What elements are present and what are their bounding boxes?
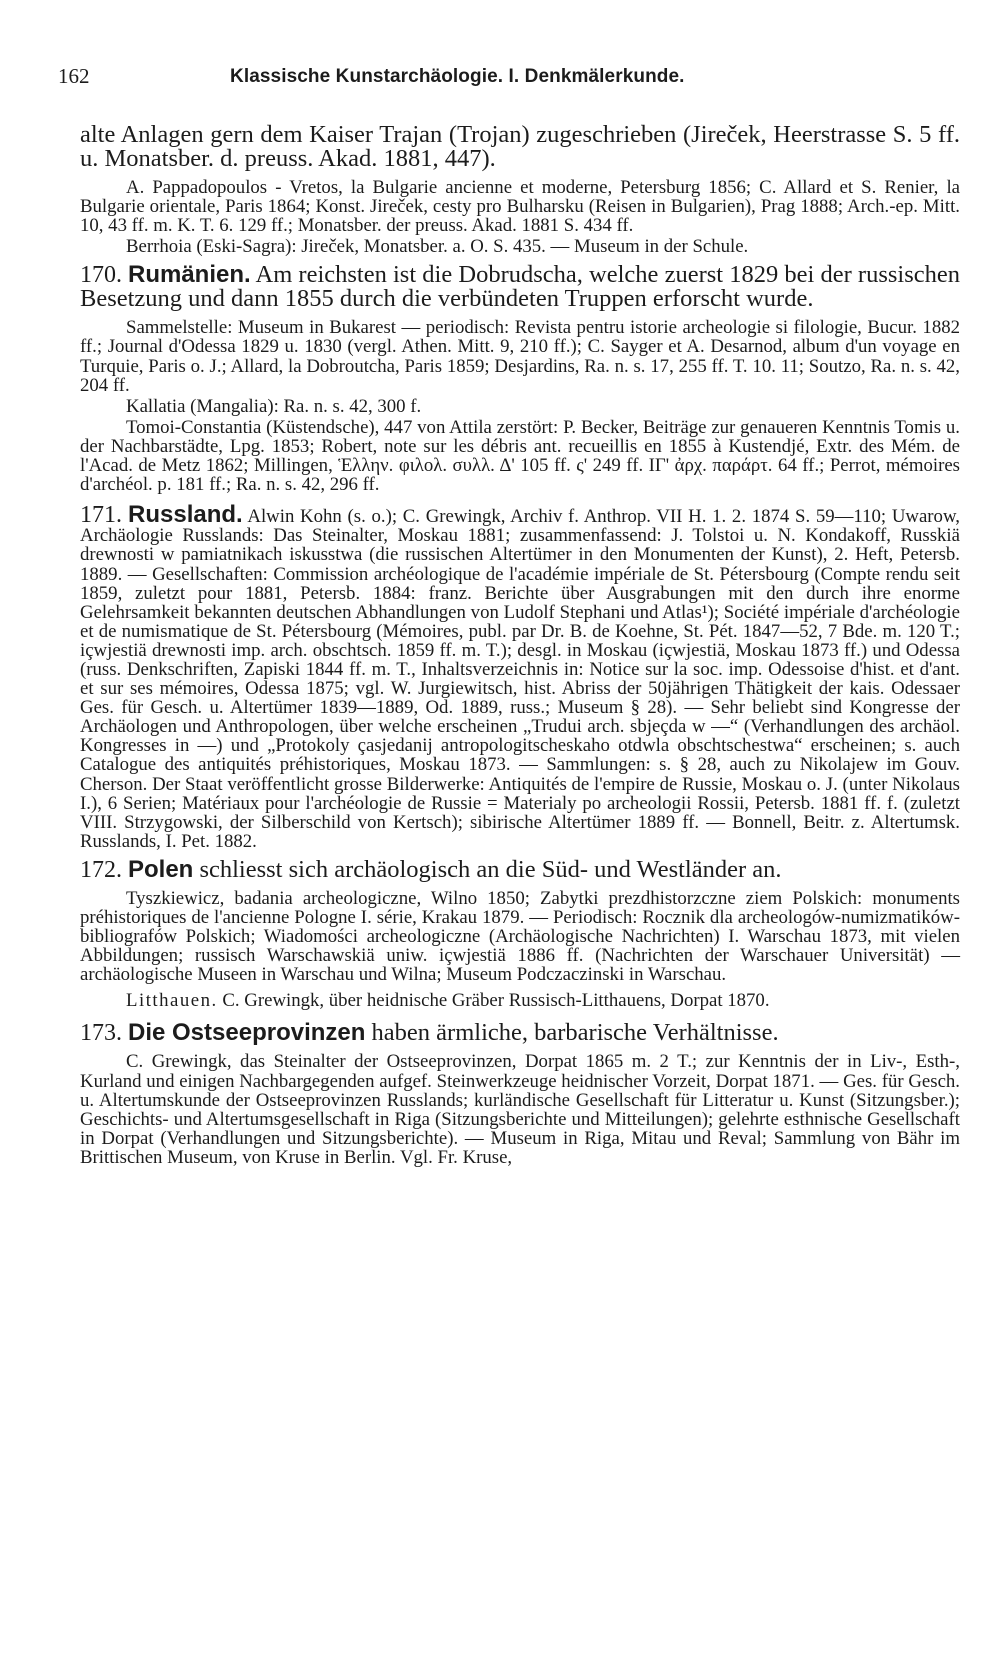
section-number: 171. [80,502,122,529]
subsection-title: Litthauen. [126,990,218,1012]
section-number: 173. [80,1020,122,1047]
bibliography-berrhoia [80,237,960,256]
running-title: Klassische Kunstarchäologie. I. Denkmälerkunde. [230,66,685,87]
paragraph-text: Tyszkiewicz, badania archeologiczne, Wilno 1850; Zabytki prezdhistorzczne ziem Polskich: monuments préhistoriques de l'ancienne Pologne I. série, Krakau 1879. — Periodisch: Rocznik dla archeologów-numizmatików-bibliografów Polskich; Wiadomości archeologiczne (Archäologische Nachrichten) I. Warschau 1873, mit vielen Abbildungen; russisch Warschawskiä uniw. içwjestiä 1886 ff. (Nachrichten der Warschauer Universität) — archäologische Museen in Warschau und Wilna; Museum Podczaczinski in Warschau. [80,887,960,986]
paragraph-text: Berrhoia (Eski-Sagra): Jireček, Monatsber. a. O. S. 435. — Museum in der Schule. [126,236,749,258]
paragraph-text: Tomoi-Constantia (Küstendsche), 447 von Attila zerstört: P. Becker, Beiträge zur genaueren Kenntnis Tomis u. der Nachbarstädte, Lpg. 1853; Robert, note sur les débris ant. recueillis en 1855 à Kustendjé, Extr. des Mém. de l'Acad. de Metz 1862; Millingen, Ἑλλην. φιλολ. συλλ. Δ' 105 ff. ς' 249 ff. ΙΓ' ἀρχ. παράρτ. 64 ff.; Perrot, mémoires d'archéol. p. 181 ff.; Ra. n. s. 42, 296 ff. [80,416,960,496]
paragraph-text: Alwin Kohn (s. o.); C. Grewingk, Archiv f. Anthrop. VII H. 1. 2. 1874 S. 59—110; Uwarow, Archäologie Russlands: Das Steinalter, Moskau 1881; zusammenfassend: J. Tolstoi u. N. Kondakoff, Russkiä drewnosti w pamiatnikach iskusstwa (die russischen Altertümer in den Monumenten der Kunst), 2. Heft, Petersb. 1889. — Gesellschaften: Commission archéologique de l'académie impériale de St. Pétersbourg (Compte rendu seit 1859, zuletzt pour 1881, Petersb. 1884: franz. Berichte über Ausgrabungen mit den durch ihre enorme Gelehrsamkeit bekannten deutschen Abhandlungen von Ludolf Stephani und Atlas¹); Société impériale d'archéologie et de numismatique de St. Pétersbourg (Mémoires, publ. par Dr. B. de Koehne, St. Pét. 1847—52, 7 Bde. m. 120 T.; içwjestiä drewnosti imp. arch. obschtsch. 1859 ff. m. T.); desgl. in Moskau (içwjestiä, Moskau 1873 ff.) und Odessa (russ. Denkschriften, Zapiski 1844 ff. m. T., Inhaltsverzeichnis in: Notice sur la soc. imp. Odessoise d'hist. et d'ant. et sur ses mémoires, Odessa 1875; vgl. W. Jurgiewitsch, hist. Abriss der 50jährigen Thätigkeit der kais. Odessaer Ges. für Gesch. u. Altertümer 1839—1889, Od. 1889, russ.; Museum § 28). — Sehr beliebt sind Kongresse der Archäologen und Anthropologen, über welche erscheinen „Trudui arch. sbjeçda w —“ (Verhandlungen des archäol. Kongresses in —) und „Protokoly çasjedanij antropologitscheskaho otdwla obschtschestwa“ erscheinen; s. auch Catalogue des antiquités préhistoriques, Moskau 1873. — Sammlungen: s. § 28, auch zu Nikolajew im Gouv. Cherson. Der Staat veröffentlicht grosse Bilderwerke: Antiquités de l'empire de Russie, Moskau o. J. (unter Nikolaus I.), 6 Serien; Matériaux pour l'archéologie de Russie = Materialy po archeologii Rossii, Petersb. 1881 ff. f. (zuletzt VIII. Strzygowski, der Silberschild von Kertsch); sibirische Altertümer 1889 ff. — Bonnell, Beitr. z. Altertumsk. Russlands, I. Pet. 1882. [80,506,960,852]
section-172 [80,855,960,883]
page-number: 162 [58,64,90,88]
bibliography-tomoi [80,418,960,494]
paragraph-text: alte Anlagen gern dem Kaiser Trajan (Trojan) zugeschrieben (Jireček, Heerstrasse S. 5 ff. u. Monatsber. d. preuss. Akad. 1881, 447). [80,121,960,172]
section-173 [80,1021,960,1045]
bibliography-polen [80,889,960,984]
paragraph-text: C. Grewingk, das Steinalter der Ostseeprovinzen, Dorpat 1865 m. 2 T.; zur Kenntnis der in Liv-, Esth-, Kurland und einigen Nachbargegenden aufgef. Steinwerkzeuge heidnischer Vorzeit, Dorpat 1871. — Ges. für Gesch. u. Altertumskunde der Ostseeprovinzen Russlands; kurländische Gesellschaft für Litteratur u. Kunst (Sitzungsber.); Geschichts- und Altertumsgesellschaft in Riga (Sitzungsberichte und Mitteilungen); gelehrte esthnische Gesellschaft in Dorpat (Verhandlungen und Sitzungsberichte). — Museum in Riga, Mitau und Reval; Sammlung von Bähr im Brittischen Museum, von Kruse in Berlin. Vgl. Fr. Kruse, [80,1051,960,1168]
section-title: Rumänien. [128,261,251,289]
section-number: 172. [80,856,122,883]
bibliography-litthauen [80,991,960,1010]
paragraph-text: Sammelstelle: Museum in Bukarest — periodisch: Revista pentru istorie archeologie si filologie, Bucur. 1882 ff.; Journal d'Odessa 1829 u. 1830 (vergl. Athen. Mitt. 9, 210 ff.); C. Sayger et A. Desarnod, album d'un voyage en Turquie, Paris o. J.; Allard, la Dobroutcha, Paris 1859; Desjardins, Ra. n. s. 17, 255 ff. T. 10. 11; Soutzo, Ra. n. s. 42, 204 ff. [80,317,960,396]
section-number: 170. [80,262,122,289]
section-171 [80,501,960,852]
paragraph-text: schliesst sich archäologisch an die Süd- und Westländer an. [199,855,782,883]
section-title: Polen [128,855,194,883]
bibliography-ostseeprovinzen [80,1052,960,1167]
page-header [58,64,958,94]
paragraph-text: C. Grewingk, über heidnische Gräber Russisch-Litthauens, Dorpat 1870. [222,990,770,1012]
paragraph-text: Kallatia (Mangalia): Ra. n. s. 42, 300 f. [126,395,422,417]
paragraph-continuation [80,123,960,171]
paragraph-text: haben ärmliche, barbarische Verhältnisse. [371,1019,779,1047]
section-title: Russland. [128,501,243,529]
section-170 [80,263,960,311]
page-body [80,123,960,1167]
bibliography-kallatia [80,397,960,416]
bibliography-rumaenien [80,318,960,394]
paragraph-text: Am reichsten ist die Dobrudscha, welche zuerst 1829 bei der russischen Besetzung und dann 1855 durch die verbündeten Truppen erforscht wurde. [80,261,960,313]
bibliography-bulgaria [80,178,960,235]
section-title: Die Ostseeprovinzen [128,1019,366,1047]
paragraph-text: A. Pappadopoulos - Vretos, la Bulgarie ancienne et moderne, Petersburg 1856; C. Allard et S. Renier, la Bulgarie orientale, Paris 1864; Konst. Jireček, cesty pro Bulharsku (Reisen in Bulgarien), Prag 1888; Arch.-ep. Mitt. 10, 43 ff. m. K. T. 6. 129 ff.; Monatsber. der preuss. Akad. 1881 S. 434 ff. [80,177,960,237]
